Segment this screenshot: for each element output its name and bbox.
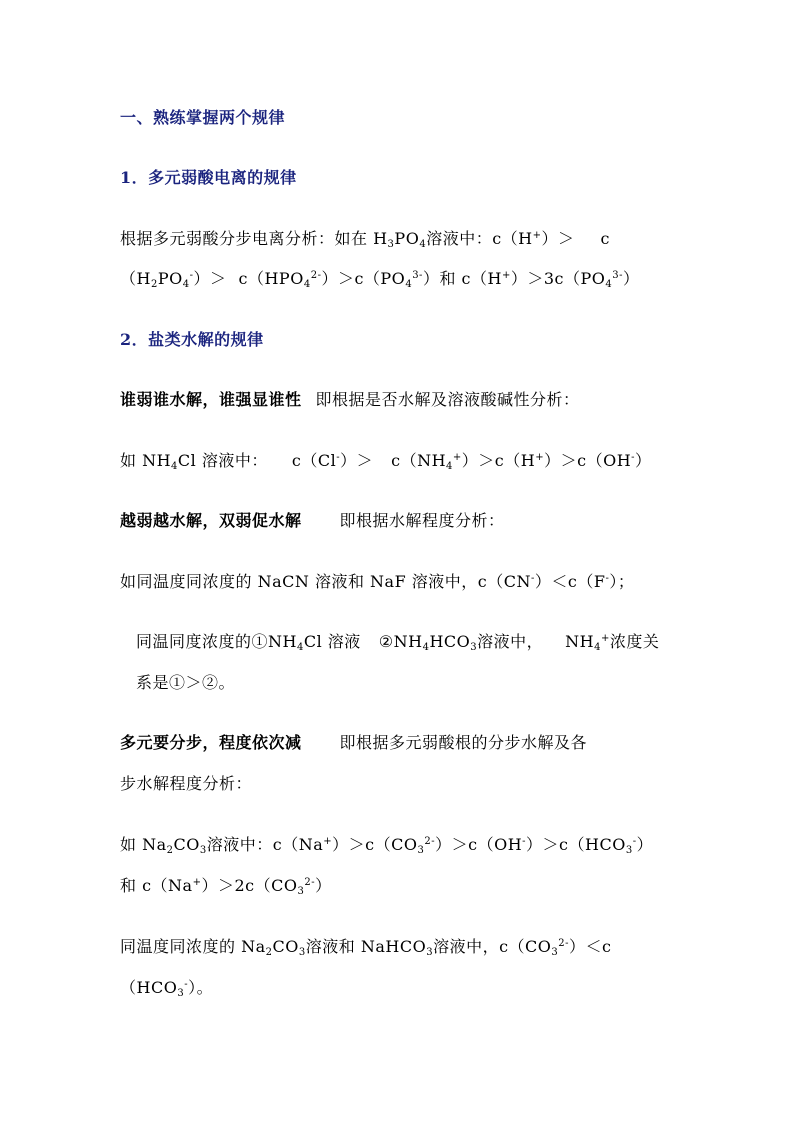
rule-3-line-cont: 步水解程度分析： — [120, 774, 253, 793]
heading-salt-hydrolysis: 2．盐类水解的规律 — [120, 330, 264, 349]
rule-1-line: 谁弱谁水解，谁强显谁性 即根据是否水解及溶液酸碱性分析： — [120, 390, 580, 409]
rule-1-example: 如 $NH_4Cl$ 溶液中： $c(Cl^-)> c(NH_4^+)>c(H^+)>c(OH^-)$ — [120, 451, 652, 472]
rule-3-example-2-cont: $(HCO_3^-)$。 — [120, 978, 214, 999]
rule-2-line: 越弱越水解，双弱促水解 即根据水解程度分析： — [120, 511, 505, 530]
rule-2-example-1: 如同温度同浓度的 NaCN 溶液和 NaF 溶液中，c（CN-）＜c（F-）； — [120, 572, 635, 591]
rule-3-example-1: 如 $Na_2CO_3$溶液中：$c(Na^+)>c(CO_3^{2-})>c(OH^-)>c(HCO_3^-)$ — [120, 835, 654, 856]
ionization-line-2: $(H_2PO_4^-)> c(HPO_4^{2-})>c(PO_4^{3-})$和 $c(H^+)>3c(PO_4^{3-})$ — [120, 269, 640, 290]
ionization-line-1: 根据多元弱酸分步电离分析：如在 $H_3PO_4$溶液中：c（H+）＞ c — [120, 229, 610, 250]
rule-2-example-2-cont: 系是①＞②。 — [136, 673, 236, 692]
heading-two-rules: 一、熟练掌握两个规律 — [120, 108, 286, 127]
rule-3-example-1-cont: 和 $c(Na^+)>2c(CO_3^{2-})$ — [120, 876, 332, 897]
rule-3-line: 多元要分步，程度依次减 即根据多元弱酸根的分步水解及各 — [120, 733, 588, 752]
rule-3-example-2: 同温度同浓度的 $Na_2CO_3$溶液和 NaHCO$_3$溶液中，$c(CO_3^{2-})<c$ — [120, 937, 612, 958]
heading-polyprotic-ionization: 1．多元弱酸电离的规律 — [120, 168, 297, 187]
rule-2-example-2: 同温同度浓度的$①NH_4Cl$ 溶液 $②NH_4HCO_3$溶液中， $NH_4^+$浓度关 — [136, 632, 660, 653]
